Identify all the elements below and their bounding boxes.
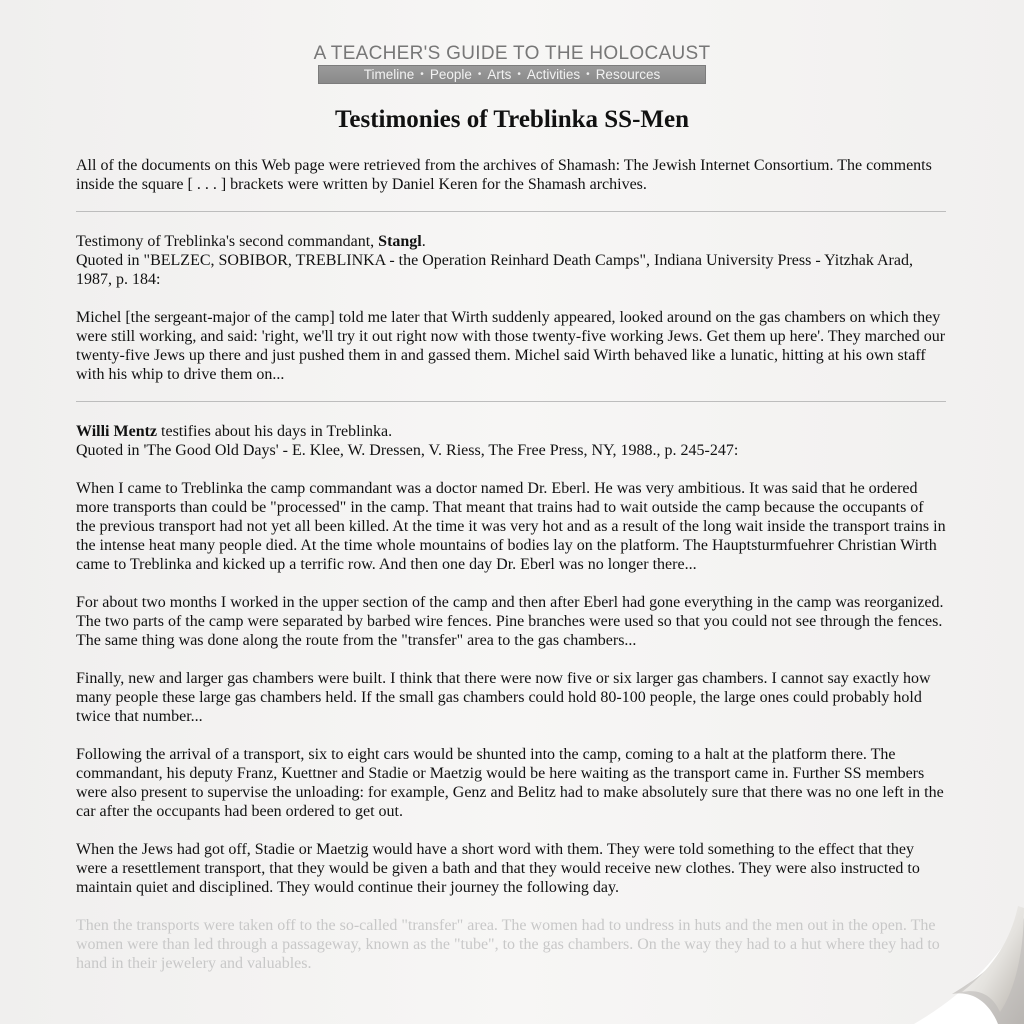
nav-separator: • xyxy=(586,69,590,80)
nav-bar xyxy=(318,65,706,84)
mentz-source: Quoted in 'The Good Old Days' - E. Klee, W. Dressen, V. Riess, The Free Press, NY, 1988., p. 245-247: xyxy=(76,442,739,459)
mentz-paragraph: When I came to Treblinka the camp commandant was a doctor named Dr. Eberl. He was very ambitious. It was said that he ordered more transports than could be "processed" in the camp. That meant that trains had to wait outside the camp because the occupants of the previous transport had not yet all been killed. At the time it was very hot and as a result of the long wait inside the transport trains in the intense heat many people died. At the time whole mountains of bodies lay on the platform. The Hauptsturmfuehrer Christian Wirth came to Treblinka and kicked up a terrific row. And then one day Dr. Eberl was no longer there... xyxy=(76,480,946,573)
mentz-paragraph-faded: Then the transports were taken off to the so-called "transfer" area. The women had to undress in huts and the men out in the open. The women were than led through a passageway, known as the "tube", to the gas chambers. On the way they had to a hut where they had to hand in their jewelery and valuables. xyxy=(76,917,940,972)
nav-people[interactable]: People xyxy=(429,67,472,82)
nav-timeline[interactable]: Timeline xyxy=(363,67,415,82)
stangl-lead: Testimony of Treblinka's second commandant, xyxy=(76,233,379,250)
mentz-paragraph: When the Jews had got off, Stadie or Maetzig would have a short word with them. They were told something to the effect that they were a resettlement transport, that they would be given a bath and that they would receive new clothes. They were also instructed to maintain quiet and disciplined. They would continue their journey the following day. xyxy=(76,841,920,896)
main-content xyxy=(76,156,946,992)
nav-resources[interactable]: Resources xyxy=(595,67,661,82)
page-curl[interactable] xyxy=(894,894,1024,1024)
stangl-name: Stangl xyxy=(378,233,422,250)
mentz-paragraph: Following the arrival of a transport, six to eight cars would be shunted into the camp, coming to a halt at the platform there. The commandant, his deputy Franz, Kuettner and Stadie or Maetzig would be here waiting as the transport came in. Further SS members were also present to supervise the unloading: for example, Genz and Belitz had to make absolutely sure that there was no one left in the car after the occupants had been ordered to get out. xyxy=(76,746,944,820)
nav-activities[interactable]: Activities xyxy=(526,67,581,82)
section-divider xyxy=(76,211,946,212)
nav-separator: • xyxy=(420,69,424,80)
section-divider xyxy=(76,401,946,402)
nav-separator: • xyxy=(477,69,482,80)
stangl-source: Quoted in "BELZEC, SOBIBOR, TREBLINKA - the Operation Reinhard Death Camps", Indiana University Press - Yitzhak Arad, 1987, p. 184: xyxy=(76,252,913,288)
stangl-lead-end: . xyxy=(421,233,426,250)
nav-separator: • xyxy=(517,69,521,80)
nav-arts[interactable]: Arts xyxy=(487,67,512,82)
mentz-paragraph: For about two months I worked in the upper section of the camp and then after Eberl had gone everything in the camp was reorganized. The two parts of the camp were separated by barbed wire fences. Pine branches were used so that you could not see through the fences. The same thing was done along the route from the "transfer" area to the gas chambers... xyxy=(76,594,944,649)
page-title: Testimonies of Treblinka SS-Men xyxy=(335,106,689,133)
intro-paragraph: All of the documents on this Web page were retrieved from the archives of Shamash: The Jewish Internet Consortium. The comments inside the square [ . . . ] brackets were written by Daniel Keren for the Shamash archives. xyxy=(76,157,932,193)
stangl-quote: Michel [the sergeant-major of the camp] told me later that Wirth suddenly appeared, looked around on the gas chambers on which they were still working, and said: 'right, we'll try it out right now with those twenty-five working Jews. Get them up here'. They marched our twenty-five Jews up there and just pushed them in and gassed them. Michel said Wirth behaved like a lunatic, hitting at his own staff with his whip to drive them on... xyxy=(76,309,946,383)
mentz-name: Willi Mentz xyxy=(76,423,158,440)
mentz-paragraph: Finally, new and larger gas chambers were built. I think that there were now five or six larger gas chambers. I cannot say exactly how many people these large gas chambers held. If the small gas chambers could hold 80-100 people, the large ones could probably hold twice that number... xyxy=(76,670,931,725)
stangl-heading xyxy=(76,232,946,289)
site-header xyxy=(0,44,1024,84)
mentz-heading xyxy=(76,422,946,460)
site-title[interactable]: A TEACHER'S GUIDE TO THE HOLOCAUST xyxy=(313,43,711,64)
mentz-lead: testifies about his days in Treblinka. xyxy=(157,423,393,440)
